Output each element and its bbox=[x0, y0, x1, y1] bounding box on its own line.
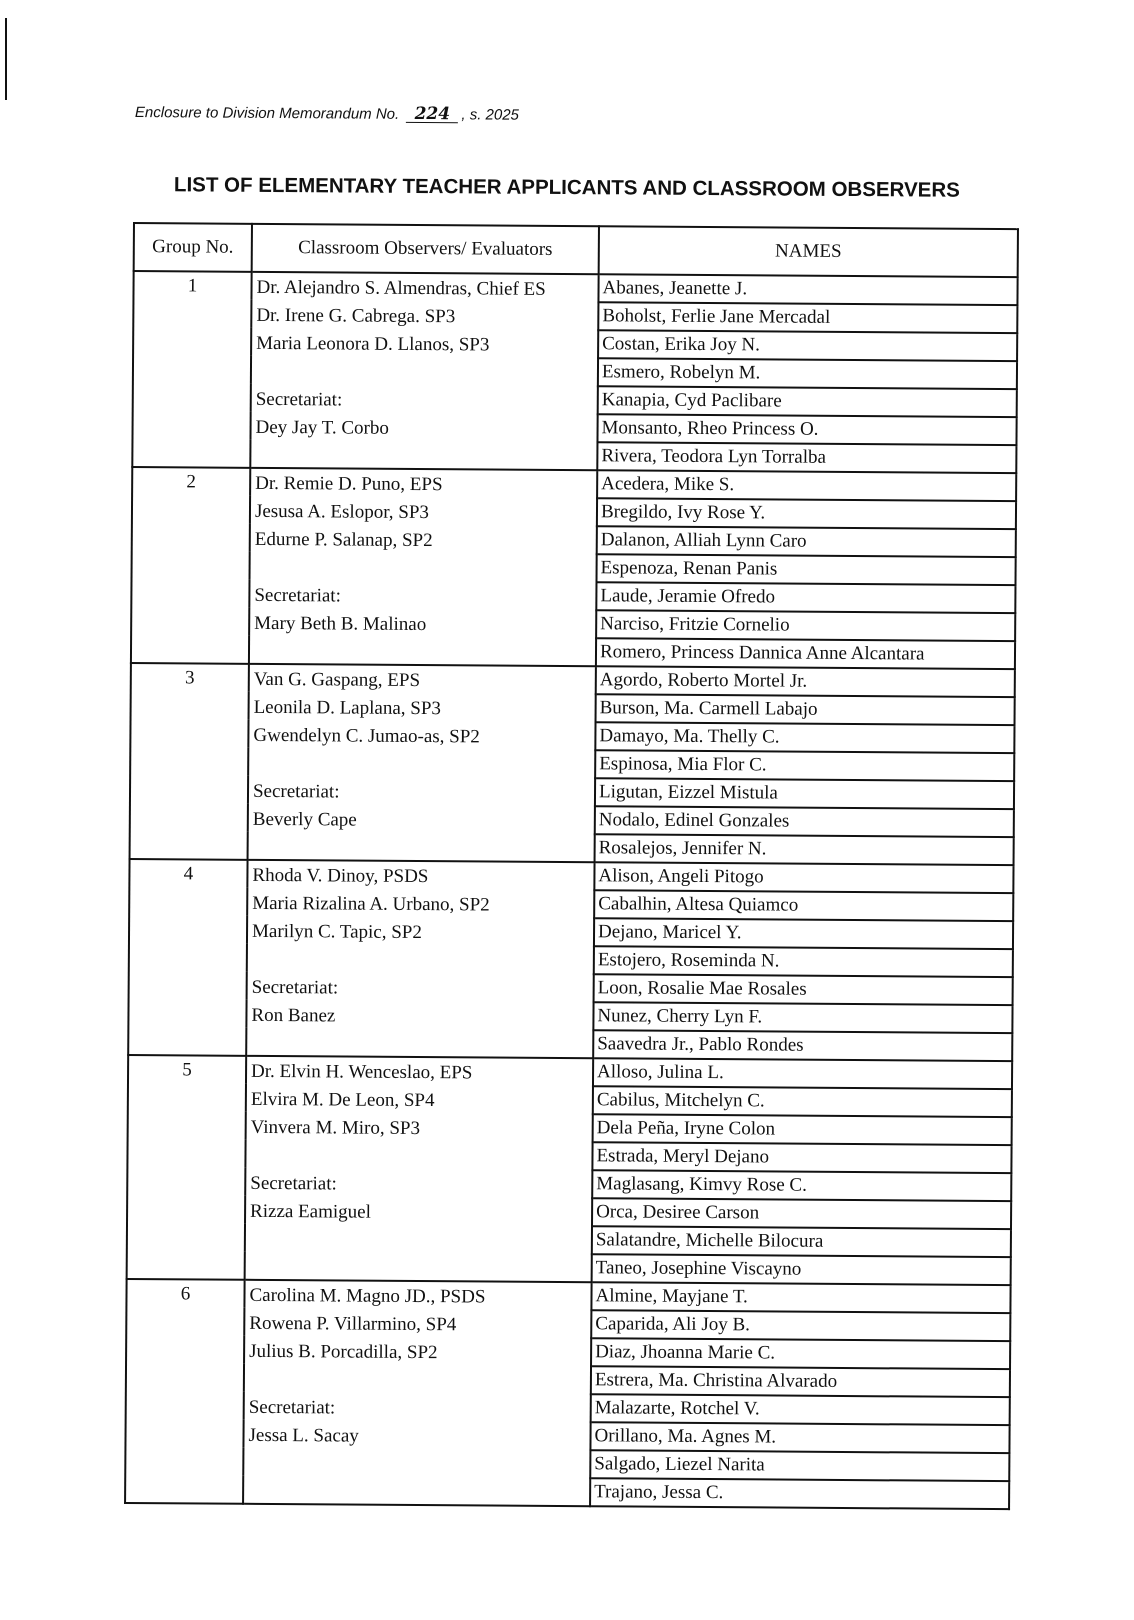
group-observers bbox=[245, 1056, 594, 1282]
observer-line: Dr. Irene G. Cabrega. SP3 bbox=[256, 304, 456, 328]
applicant-name: Salgado, Liezel Narita bbox=[590, 1450, 1009, 1481]
group-number: 5 bbox=[127, 1055, 247, 1280]
applicant-name: Estrera, Ma. Christina Alvarado bbox=[591, 1366, 1010, 1397]
applicant-name: Dela Peña, Iryne Colon bbox=[593, 1114, 1012, 1145]
header-observers: Classroom Observers/ Evaluators bbox=[252, 224, 599, 274]
observer-line: Secretariat: bbox=[251, 976, 339, 999]
observer-spacer bbox=[252, 946, 593, 976]
observer-line: Mary Beth B. Malinao bbox=[254, 612, 427, 636]
applicant-name: Malazarte, Rotchel V. bbox=[591, 1394, 1010, 1425]
observer-line: Ron Banez bbox=[251, 1004, 336, 1027]
observer-line: Secretariat: bbox=[250, 1172, 337, 1195]
observer-line: Rizza Eamiguel bbox=[250, 1200, 371, 1223]
table-row bbox=[129, 859, 1013, 893]
group-observers bbox=[248, 664, 596, 862]
observer-spacer bbox=[249, 1366, 590, 1396]
observer-line: Rowena P. Villarmino, SP4 bbox=[249, 1312, 457, 1336]
observer-line: Maria Leonora D. Llanos, SP3 bbox=[256, 332, 490, 356]
table-row bbox=[126, 1279, 1010, 1313]
observer-line: Dr. Remie D. Puno, EPS bbox=[255, 472, 443, 496]
applicants-table-wrap bbox=[124, 222, 1017, 1510]
observer-spacer bbox=[253, 750, 594, 780]
applicant-name: Caparida, Ali Joy B. bbox=[591, 1310, 1010, 1341]
applicant-name: Saavedra Jr., Pablo Rondes bbox=[593, 1030, 1012, 1061]
table-row bbox=[131, 663, 1015, 697]
applicant-name: Dejano, Maricel Y. bbox=[594, 918, 1013, 949]
applicant-name: Estojero, Roseminda N. bbox=[594, 946, 1013, 977]
applicant-name: Diaz, Jhoanna Marie C. bbox=[591, 1338, 1010, 1369]
applicant-name: Bregildo, Ivy Rose Y. bbox=[597, 498, 1016, 529]
observer-line: Julius B. Porcadilla, SP2 bbox=[249, 1340, 438, 1364]
applicant-name: Costan, Erika Joy N. bbox=[598, 330, 1017, 361]
enclosure-line bbox=[135, 104, 519, 124]
applicant-name: Taneo, Josephine Viscayno bbox=[592, 1254, 1011, 1285]
observer-line: Maria Rizalina A. Urbano, SP2 bbox=[252, 892, 490, 916]
applicant-name: Romero, Princess Dannica Anne Alcantara bbox=[596, 638, 1015, 669]
observer-line: Secretariat: bbox=[252, 780, 340, 803]
applicant-name: Acedera, Mike S. bbox=[597, 470, 1016, 501]
observer-line: Secretariat: bbox=[248, 1396, 336, 1419]
group-observers bbox=[249, 468, 597, 666]
applicant-name: Cabalhin, Altesa Quiamco bbox=[594, 890, 1013, 921]
observer-line: Gwendelyn C. Jumao-as, SP2 bbox=[253, 724, 480, 748]
applicant-name: Espenoza, Renan Panis bbox=[596, 554, 1015, 585]
header-names: NAMES bbox=[599, 226, 1018, 277]
group-observers bbox=[246, 860, 594, 1058]
group-observers bbox=[243, 1280, 592, 1506]
observer-line: Dr. Elvin H. Wenceslao, EPS bbox=[251, 1060, 473, 1084]
applicant-name: Boholst, Ferlie Jane Mercadal bbox=[598, 302, 1017, 333]
observer-spacer bbox=[256, 358, 597, 388]
observer-line: Leonila D. Laplana, SP3 bbox=[253, 696, 442, 720]
enclosure-suffix: , s. 2025 bbox=[461, 106, 519, 124]
applicant-name: Agordo, Roberto Mortel Jr. bbox=[596, 666, 1015, 697]
applicant-name: Monsanto, Rheo Princess O. bbox=[597, 414, 1016, 445]
applicant-name: Nodalo, Edinel Gonzales bbox=[595, 806, 1014, 837]
applicant-name: Esmero, Robelyn M. bbox=[598, 358, 1017, 389]
applicant-name: Laude, Jeramie Ofredo bbox=[596, 582, 1015, 613]
applicants-table bbox=[124, 222, 1019, 1510]
applicant-name: Estrada, Meryl Dejano bbox=[592, 1142, 1011, 1173]
applicant-name: Espinosa, Mia Flor C. bbox=[595, 750, 1014, 781]
table-row bbox=[133, 271, 1017, 305]
observer-line: Carolina M. Magno JD., PSDS bbox=[249, 1284, 486, 1308]
observer-spacer bbox=[254, 554, 595, 584]
applicant-name: Alloso, Julina L. bbox=[593, 1058, 1012, 1089]
enclosure-prefix: Enclosure to Division Memorandum No. bbox=[134, 104, 400, 123]
observer-line: Secretariat: bbox=[255, 388, 343, 411]
applicant-name: Damayo, Ma. Thelly C. bbox=[595, 722, 1014, 753]
applicant-name: Narciso, Fritzie Cornelio bbox=[596, 610, 1015, 641]
applicant-name: Cabilus, Mitchelyn C. bbox=[593, 1086, 1012, 1117]
observer-spacer bbox=[250, 1142, 591, 1172]
document-title: LIST OF ELEMENTARY TEACHER APPLICANTS AND CLASSROOM OBSERVERS bbox=[173, 173, 960, 202]
group-number: 6 bbox=[125, 1279, 245, 1504]
applicant-name: Alison, Angeli Pitogo bbox=[594, 862, 1013, 893]
applicant-name: Loon, Rosalie Mae Rosales bbox=[594, 974, 1013, 1005]
applicant-name: Almine, Mayjane T. bbox=[591, 1282, 1010, 1313]
applicant-name: Burson, Ma. Carmell Labajo bbox=[596, 694, 1015, 725]
observer-line: Van G. Gaspang, EPS bbox=[253, 668, 421, 692]
observer-line: Jesusa A. Eslopor, SP3 bbox=[254, 500, 430, 524]
scan-edge-mark bbox=[5, 18, 7, 100]
observer-line: Rhoda V. Dinoy, PSDS bbox=[252, 864, 429, 888]
observer-line: Secretariat: bbox=[254, 584, 341, 607]
applicant-name: Ligutan, Eizzel Mistula bbox=[595, 778, 1014, 809]
applicant-name: Abanes, Jeanette J. bbox=[598, 274, 1017, 305]
applicant-name: Rivera, Teodora Lyn Torralba bbox=[597, 442, 1016, 473]
table-row bbox=[132, 467, 1016, 501]
header-group-no: Group No. bbox=[134, 223, 252, 272]
group-number: 1 bbox=[132, 271, 251, 468]
observer-line: Dey Jay T. Corbo bbox=[255, 416, 389, 439]
table-row bbox=[128, 1055, 1012, 1089]
group-number: 2 bbox=[131, 467, 250, 664]
observer-line: Edurne P. Salanap, SP2 bbox=[254, 528, 433, 552]
group-number: 4 bbox=[128, 859, 247, 1056]
applicant-name: Kanapia, Cyd Paclibare bbox=[598, 386, 1017, 417]
applicant-name: Dalanon, Alliah Lynn Caro bbox=[597, 526, 1016, 557]
group-number: 3 bbox=[130, 663, 249, 860]
table-body bbox=[125, 271, 1018, 1509]
applicant-name: Orca, Desiree Carson bbox=[592, 1198, 1011, 1229]
group-observers bbox=[250, 272, 598, 470]
observer-line: Elvira M. De Leon, SP4 bbox=[250, 1088, 435, 1112]
memo-number: 224 bbox=[406, 106, 458, 123]
table-header-row bbox=[134, 223, 1018, 277]
observer-line: Marilyn C. Tapic, SP2 bbox=[251, 920, 422, 944]
observer-line: Dr. Alejandro S. Almendras, Chief ES bbox=[256, 276, 546, 300]
applicant-name: Maglasang, Kimvy Rose C. bbox=[592, 1170, 1011, 1201]
applicant-name: Orillano, Ma. Agnes M. bbox=[590, 1422, 1009, 1453]
applicant-name: Salatandre, Michelle Bilocura bbox=[592, 1226, 1011, 1257]
observer-line: Beverly Cape bbox=[252, 808, 357, 831]
applicant-name: Rosalejos, Jennifer N. bbox=[595, 834, 1014, 865]
applicant-name: Nunez, Cherry Lyn F. bbox=[593, 1002, 1012, 1033]
observer-line: Jessa L. Sacay bbox=[248, 1424, 359, 1447]
applicant-name: Trajano, Jessa C. bbox=[590, 1478, 1009, 1509]
observer-line: Vinvera M. Miro, SP3 bbox=[250, 1116, 421, 1140]
